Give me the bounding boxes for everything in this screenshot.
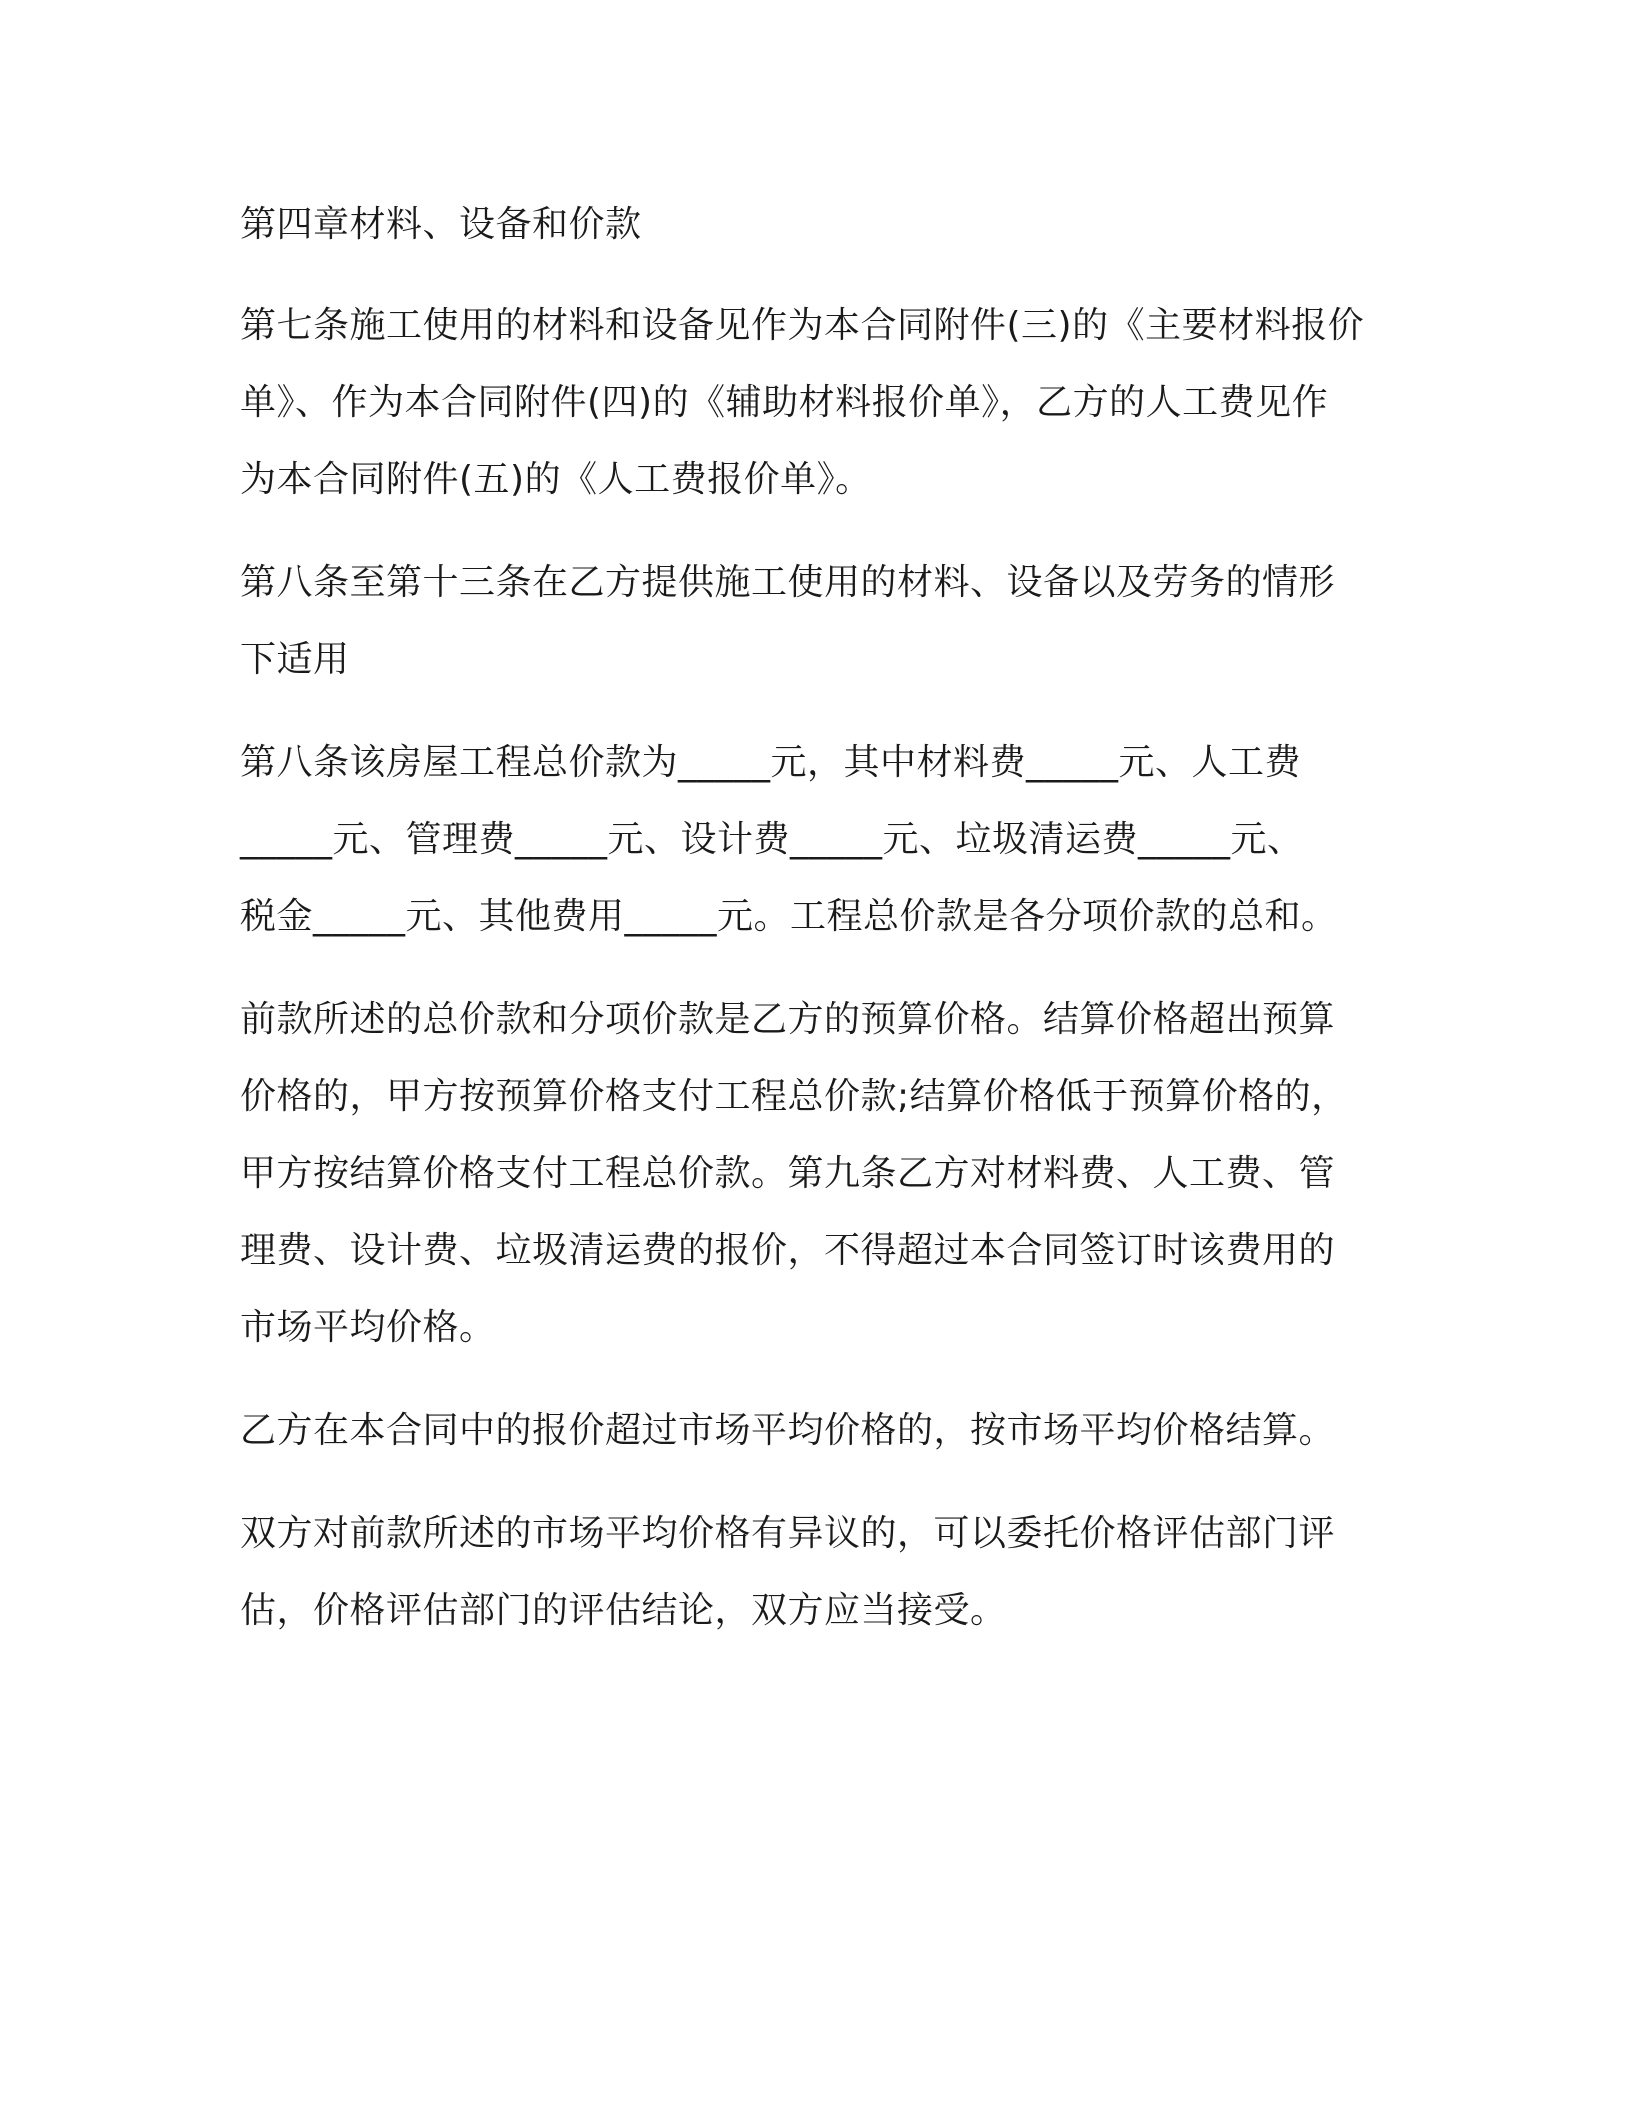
text-line: 第八条该房屋工程总价款为_____元，其中材料费_____元、人工费	[240, 742, 1302, 783]
article-8-paragraph	[240, 724, 1390, 955]
text-line: 第四章材料、设备和价款	[240, 204, 642, 245]
text-line: 税金_____元、其他费用_____元。工程总价款是各分项价款的总和。	[240, 896, 1338, 937]
text-line: 市场平均价格。	[240, 1307, 496, 1348]
chapter-heading	[240, 186, 1390, 263]
text-line: 价格的，甲方按预算价格支付工程总价款;结算价格低于预算价格的，	[240, 1076, 1348, 1117]
text-line: 估，价格评估部门的评估结论，双方应当接受。	[240, 1590, 1007, 1631]
pricing-paragraph	[240, 981, 1390, 1366]
document-page	[240, 186, 1390, 1675]
dispute-paragraph	[240, 1495, 1390, 1649]
text-line: 前款所述的总价款和分项价款是乙方的预算价格。结算价格超出预算	[240, 999, 1336, 1040]
text-line: 乙方在本合同中的报价超过市场平均价格的，按市场平均价格结算。	[240, 1410, 1336, 1451]
scope-note-paragraph	[240, 544, 1390, 698]
text-line: 第七条施工使用的材料和设备见作为本合同附件(三)的《主要材料报价	[240, 305, 1365, 346]
text-line: 双方对前款所述的市场平均价格有异议的，可以委托价格评估部门评	[240, 1513, 1336, 1554]
text-line: 第八条至第十三条在乙方提供施工使用的材料、设备以及劳务的情形	[240, 562, 1336, 603]
text-line: 下适用	[240, 639, 350, 680]
text-line: 单》、作为本合同附件(四)的《辅助材料报价单》，乙方的人工费见作	[240, 382, 1329, 423]
settlement-paragraph	[240, 1392, 1390, 1469]
text-line: 理费、设计费、垃圾清运费的报价，不得超过本合同签订时该费用的	[240, 1230, 1336, 1271]
article-7-paragraph	[240, 287, 1390, 518]
text-line: _____元、管理费_____元、设计费_____元、垃圾清运费_____元、	[240, 819, 1304, 860]
text-line: 甲方按结算价格支付工程总价款。第九条乙方对材料费、人工费、管	[240, 1153, 1336, 1194]
text-line: 为本合同附件(五)的《人工费报价单》。	[240, 459, 872, 500]
